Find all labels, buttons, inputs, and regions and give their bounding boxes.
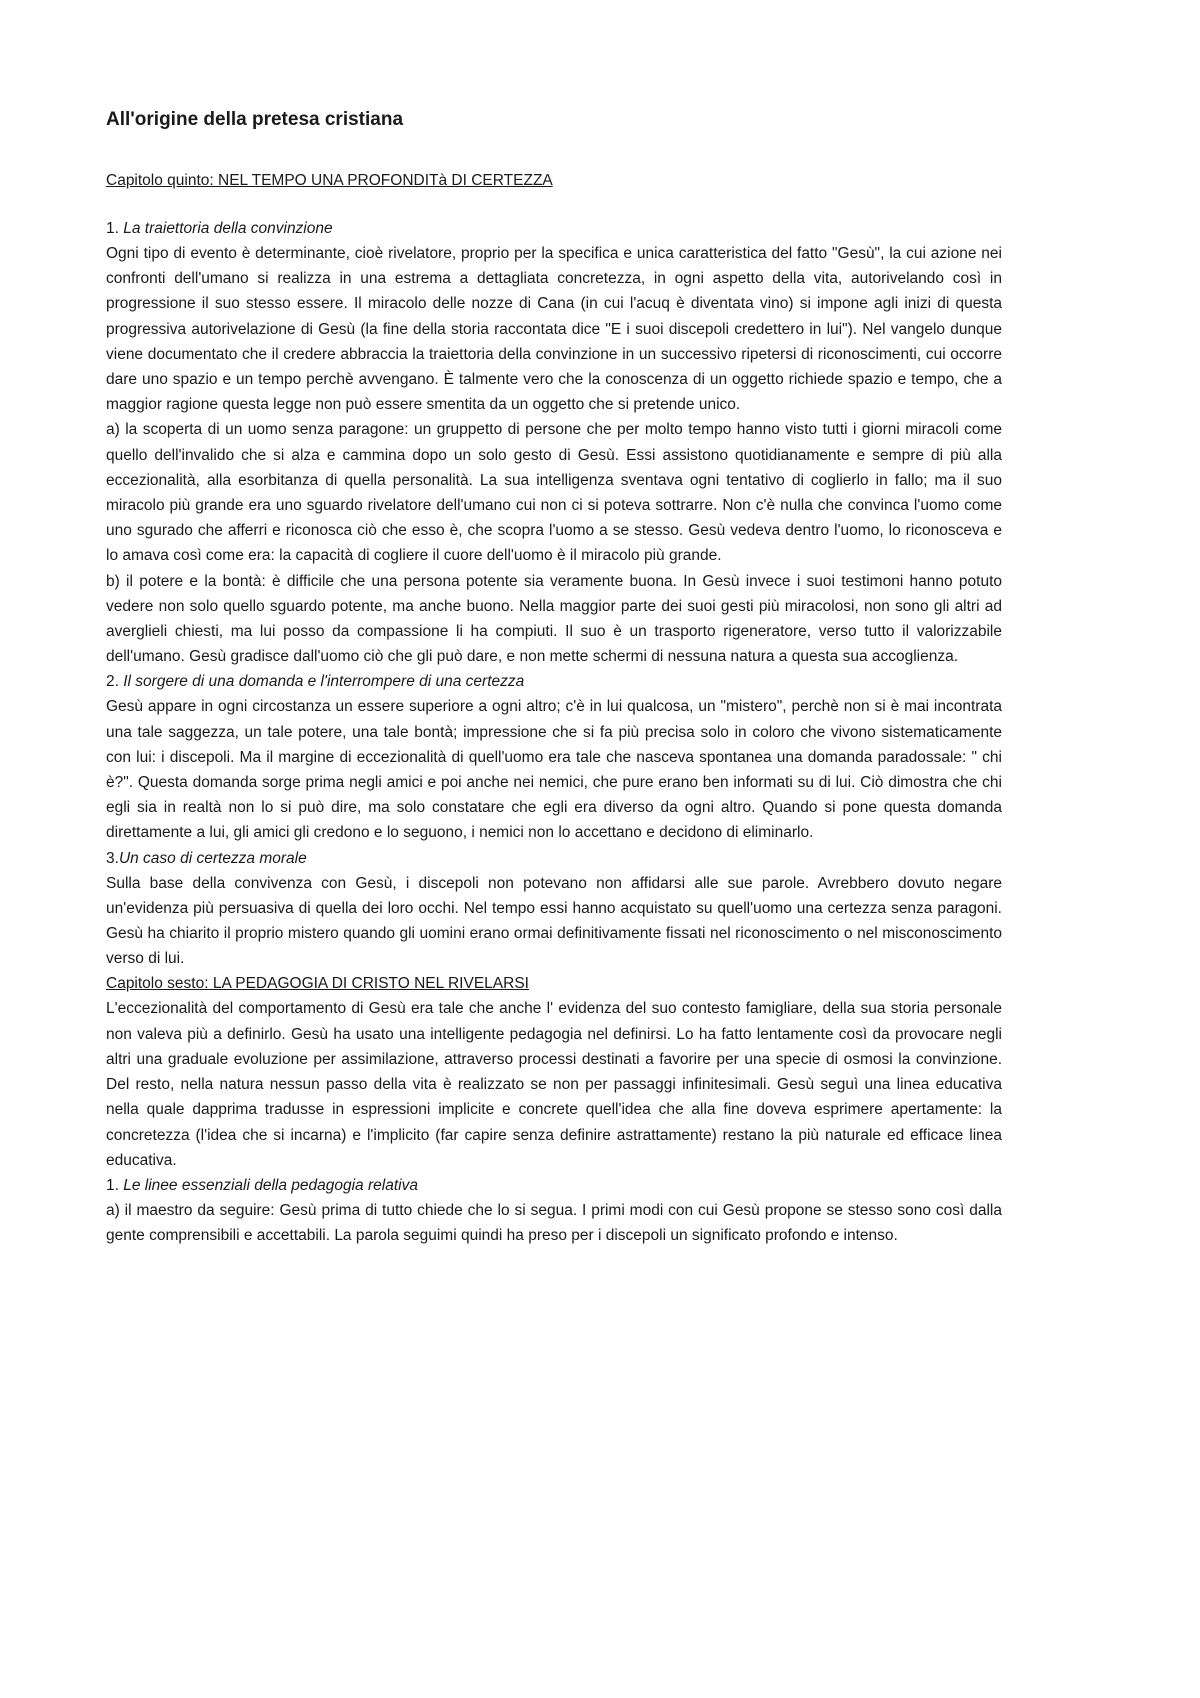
section-5-3-heading: [106, 846, 1002, 871]
section-number: 1.: [106, 1176, 124, 1194]
section-number: 3.: [106, 849, 119, 867]
section-5-2-heading: [106, 669, 1002, 694]
section-title: La traiettoria della convinzione: [123, 220, 333, 237]
paragraph: Ogni tipo di evento è determinante, cioè rivelatore, proprio per la specifica e unica caratteristica del fatto "Gesù", la cui azione nei confronti dell'umano si realizza in una estrema a dettagliata concretezza, in ogni aspetto della vita, autorivelando così in progressione il suo stesso essere. Il miracolo delle nozze di Cana (in cui l'acuq è diventata vino) si impone agli inizi di questa progressiva autorivelazione di Gesù (la fine della storia raccontata dice "E i suoi discepoli credettero in lui"). Nel vangelo dunque viene documentato che il credere abbraccia la traiettoria della convinzione in un successivo ripetersi di riconoscimenti, cui occorre dare uno spazio e un tempo perchè avvengano. È talmente vero che la conoscenza di un oggetto richiede spazio e tempo, che a maggior ragione questa legge non può essere smentita da un oggetto che si pretende unico.: [106, 245, 1002, 414]
paragraph: b) il potere e la bontà: è difficile che una persona potente sia veramente buona. In Gesù invece i suoi testimoni hanno potuto vedere non solo quello sguardo potente, ma anche buono. Nella maggior parte dei suoi gesti più miracolosi, non sono gli altri ad averglieli chiesti, ma lui posso da compassione li ha compiuti. Il suo è un trasporto rigeneratore, verso tutto il valorizzabile dell'umano. Gesù gradisce dall'uomo ciò che gli può dare, e non mette schermi di nessuna natura a questa sua accoglienza.: [106, 572, 1002, 666]
paragraph: a) la scoperta di un uomo senza paragone: un gruppetto di persone che per molto tempo hanno visto tutti i giorni miracoli come quello dell'invalido che si alza e cammina dopo un solo gesto di Gesù. Essi assistono quotidianamente e sempre di più alla eccezionalità, alla esorbitanza di quella personalità. La sua intelligenza sventava ogni tentativo di coglierlo in fallo; ma il suo miracolo più grande era uno sguardo rivelatore dell'umano cui non ci si poteva sottrarre. Non c'è nulla che convinca l'uomo come uno sgurado che afferri e riconosca ciò che esso è, che scopra l'uomo a se stesso. Gesù vedeva dentro l'uomo, lo riconosceva e lo amava così come era: la capacità di cogliere il cuore dell'uomo è il miracolo più grande.: [106, 421, 1002, 565]
paragraph: Sulla base della convivenza con Gesù, i discepoli non potevano non affidarsi alle sue parole. Avrebbero dovuto negare un'evidenza più persuasiva di quella dei loro occhi. Nel tempo essi hanno acquistato su quell'uomo una certezza senza paragoni. Gesù ha chiarito il proprio mistero quando gli uomini erano ormai definitivamente fissati nel riconoscimento o nel misconoscimento verso di lui.: [106, 874, 1002, 968]
chapter-6-heading: Capitolo sesto: LA PEDAGOGIA DI CRISTO NEL RIVELARSI: [106, 975, 529, 993]
section-number: 2.: [106, 673, 124, 691]
document-page: [106, 108, 1002, 1248]
section-title: Le linee essenziali della pedagogia relativa: [123, 1176, 418, 1194]
section-number: 1.: [106, 220, 124, 237]
paragraph: Gesù appare in ogni circostanza un essere superiore a ogni altro; c'è in lui qualcosa, un "mistero", perchè non si è mai incontrata una tale saggezza, un tale potere, una tale bontà; impressione che si fa più precisa solo in coloro che vivono sistematicamente con lui: i discepoli. Ma il margine di eccezionalità di quell'uomo era tale che nasceva spontanea una domanda paradossale: " chi è?". Questa domanda sorge prima negli amici e poi anche nei nemici, che pure erano ben informati su di lui. Ciò dimostra che chi egli sia in realtà non lo si può dire, ma solo constatare che egli era diverso da ogni altro. Quando si pone questa domanda direttamente a lui, gli amici gli credono e lo seguono, i nemici non lo accettano e decidono di eliminarlo.: [106, 698, 1002, 842]
section-title: Il sorgere di una domanda e l'interrompere di una certezza: [123, 673, 525, 691]
section-6-1-heading: [106, 1173, 1002, 1198]
paragraph: L'eccezionalità del comportamento di Gesù era tale che anche l' evidenza del suo contesto famigliare, della sua storia personale non valeva più a definirlo. Gesù ha usato una intelligente pedagogia nel definirsi. Lo ha fatto lentamente così da provocare negli altri una graduale evoluzione per assimilazione, attraverso processi destinati a favorire per una specie di osmosi la convinzione. Del resto, nella natura nessun passo della vita è realizzato se non per passaggi infinitesimali. Gesù seguì una linea educativa nella quale dapprima tradusse in espressioni implicite e concrete quell'idea che alla fine doveva esprimere apertamente: la concretezza (l'idea che si incarna) e l'implicito (far capire senza definire astrattamente) restano la più naturale ed efficace linea educativa.: [106, 1000, 1002, 1169]
document-title: All'origine della pretesa cristiana: [106, 109, 404, 130]
paragraph: a) il maestro da seguire: Gesù prima di tutto chiede che lo si segua. I primi modi con cui Gesù propone se stesso sono così dalla gente comprensibili e accettabili. La parola seguimi quindi ha preso per i discepoli un significato profondo e intenso.: [106, 1201, 1002, 1245]
section-title: Un caso di certezza morale: [118, 849, 307, 867]
section-5-1-heading: [106, 216, 1002, 241]
chapter-5-heading: Capitolo quinto: NEL TEMPO UNA PROFONDITà DI CERTEZZA: [106, 172, 553, 189]
